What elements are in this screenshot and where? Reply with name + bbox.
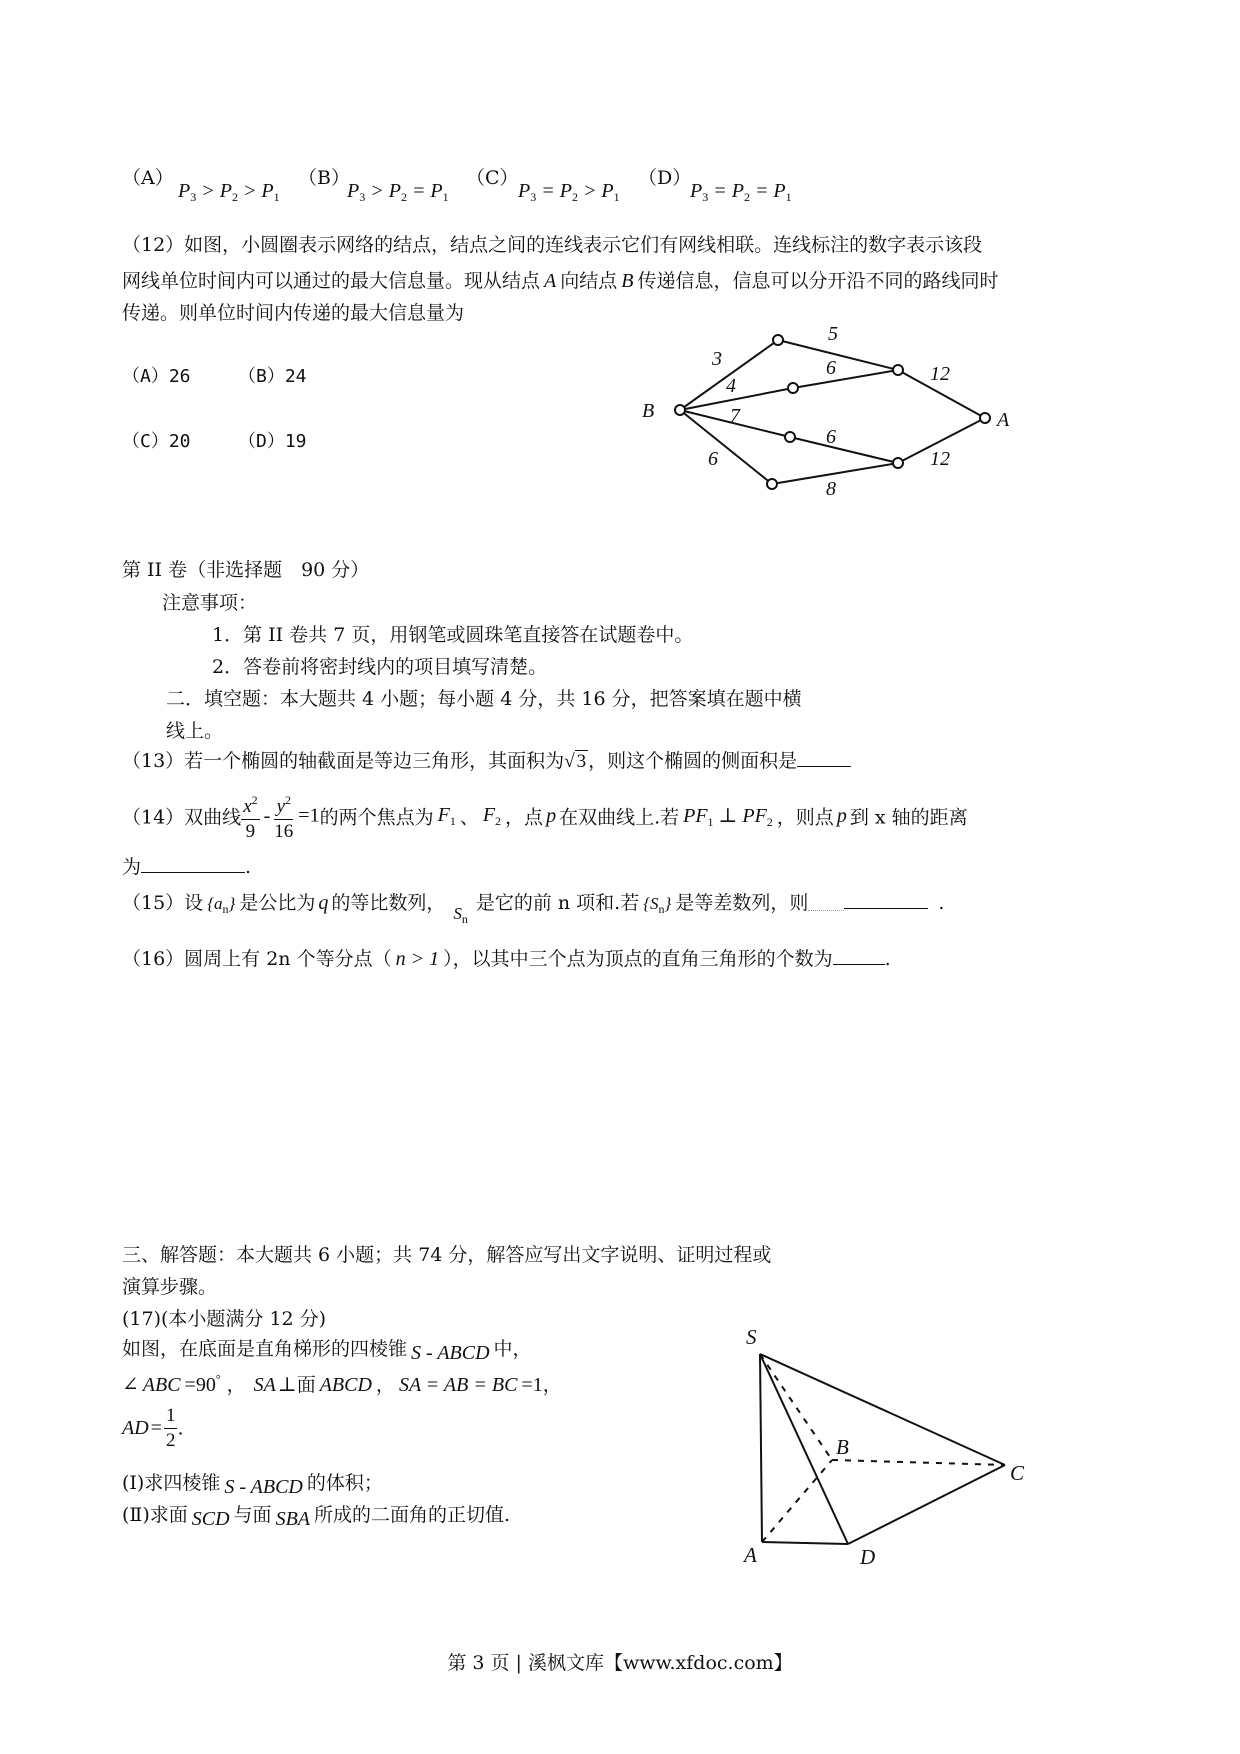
question-14: （14）双曲线 $\frac{x^2}{9}$ - $\frac{y^2}{16}$ =1的两个焦点为 $F_1$ 、 $F_2$ ，点 p 在双曲线上.若 $PF_1$ ⊥ $PF_2$ ，则点 p 到 x 轴的距离	[122, 788, 968, 844]
node-top	[773, 335, 783, 345]
page-footer: 第 3 页 | 溪枫文库【www.xfdoc.com】	[447, 1652, 793, 1674]
q17-sub-question-1: (Ⅰ)求四棱锥 S - ABCD 的体积；	[122, 1472, 383, 1498]
q17-line2: ∠ ABC =90° ， SA ⊥面 ABCD ， SA = AB = BC =1，	[122, 1372, 562, 1396]
q14-answer-blank	[141, 854, 245, 873]
weight-8: 6	[708, 448, 718, 470]
edge-top-right	[778, 340, 898, 370]
q12-line2: 网线单位时间内可以通过的最大信息量。现从结点 A 向结点 B 传递信息，信息可以分开沿不同的路线同时	[122, 270, 999, 292]
fill-section-title-2: 线上。	[166, 720, 224, 742]
fill-section-title-1: 二．填空题：本大题共 4 小题；每小题 4 分，共 16 分，把答案填在题中横	[166, 688, 802, 710]
q17-heading: (17)(本小题满分 12 分)	[122, 1308, 327, 1330]
node-b	[675, 405, 685, 415]
vertex-label-d: D	[860, 1545, 876, 1569]
q11-option-d-expr: $P_3 = P_2 = P_1$	[690, 180, 792, 204]
edge-sa	[760, 1354, 762, 1542]
label-node-b: B	[642, 400, 655, 422]
node-lower	[785, 432, 795, 442]
edge-sd	[760, 1354, 848, 1544]
edge-ad	[762, 1542, 848, 1544]
q12-option-c: （C）20	[122, 431, 191, 452]
question-16: （16）圆周上有 2n 个等分点（ n > 1 ），以其中三个点为顶点的直角三角形的个数为 .	[122, 948, 891, 970]
part-3-title-2: 演算步骤。	[122, 1276, 218, 1298]
notice-item-2: 2．答卷前将密封线内的项目填写清楚。	[212, 656, 548, 678]
edge-upper-right	[793, 370, 898, 388]
limit-expression-glyph	[808, 900, 844, 911]
q12-line3: 传递。则单位时间内传递的最大信息量为	[122, 302, 465, 324]
node-right-upper	[893, 365, 903, 375]
notice-item-1: 1．第 II 卷共 7 页，用钢笔或圆珠笔直接答在试题卷中。	[212, 624, 694, 646]
node-a	[980, 413, 990, 423]
weight-5: 12	[930, 363, 950, 385]
q12-option-a: （A）26	[122, 366, 191, 387]
vertex-label-c: C	[1010, 1461, 1025, 1485]
fraction-y2-over-16: $\frac{y^2}{16}$	[274, 788, 293, 844]
node-right-lower	[893, 458, 903, 468]
question-15: （15）设 $\{a_n\}$ 是公比为 q 的等比数列， $S_n$是它的前 n 项和.若 $\{S_n\}$ 是等差数列，则 .	[122, 892, 945, 926]
question-14-line2: 为 .	[122, 856, 252, 878]
notice-heading: 注意事项：	[162, 592, 258, 614]
question-13: （13）若一个椭圆的轴截面是等边三角形，其面积为√ 3 ，则这个椭圆的侧面积是	[122, 746, 851, 773]
q16-answer-blank	[833, 946, 885, 965]
q11-option-c-expr: $P_3 = P_2 > P_1$	[518, 180, 620, 204]
node-upper	[788, 383, 798, 393]
q17-line3: AD = $\frac{1}{2}$ .	[122, 1405, 184, 1451]
fraction-x2-over-9: $\frac{x^2}{9}$	[241, 788, 259, 844]
q12-option-d: （D）19	[238, 431, 307, 452]
weight-3: 4	[726, 375, 736, 397]
edge-ab-hidden	[762, 1460, 832, 1542]
q11-option-b-label: （B）	[298, 167, 350, 189]
pyramid-figure	[720, 1320, 1040, 1570]
q11-option-c-label: （C）	[466, 167, 519, 189]
weight-10: 12	[930, 448, 950, 470]
edge-bc-hidden	[832, 1460, 1005, 1465]
vertex-label-s: S	[746, 1325, 757, 1349]
q17-sub-question-2: (Ⅱ)求面 SCD 与面 SBA 所成的二面角的正切值.	[122, 1504, 511, 1530]
node-bottom	[767, 479, 777, 489]
sqrt-3: √ 3	[564, 751, 587, 772]
q12-line1: （12）如图，小圆圈表示网络的结点，结点之间的连线表示它们有网线相联。连线标注的数字表示该段	[122, 234, 983, 256]
weight-7: 6	[826, 426, 836, 448]
q17-line1: 如图，在底面是直角梯形的四棱锥 S - ABCD 中，	[122, 1338, 532, 1364]
q11-option-a-label: （A）	[122, 167, 174, 189]
weight-9: 8	[826, 478, 836, 500]
q11-option-b-expr: $P_3 > P_2 = P_1$	[347, 180, 449, 204]
edge-dc	[848, 1465, 1005, 1544]
q15-answer-blank	[844, 890, 928, 909]
part-3-title-1: 三、解答题：本大题共 6 小题；共 74 分，解答应写出文字说明、证明过程或	[122, 1244, 772, 1266]
weight-1: 3	[712, 348, 722, 370]
weight-6: 7	[730, 405, 740, 427]
label-node-a: A	[997, 409, 1010, 431]
q11-option-a-expr: $P_3 > P_2 > P_1$	[178, 180, 280, 204]
q13-answer-blank	[797, 748, 851, 767]
q12-option-b: （B）24	[238, 366, 307, 387]
fraction-1-over-2: $\frac{1}{2}$	[165, 1405, 176, 1451]
weight-4: 6	[826, 357, 836, 379]
part-2-title: 第 II 卷（非选择题 90 分）	[122, 559, 370, 581]
vertex-label-a: A	[744, 1543, 757, 1567]
edge-lower-right	[790, 437, 898, 463]
network-diagram	[630, 310, 1030, 510]
vertex-label-b: B	[836, 1435, 849, 1459]
q11-option-d-label: （D）	[638, 167, 692, 189]
weight-2: 5	[828, 323, 838, 345]
